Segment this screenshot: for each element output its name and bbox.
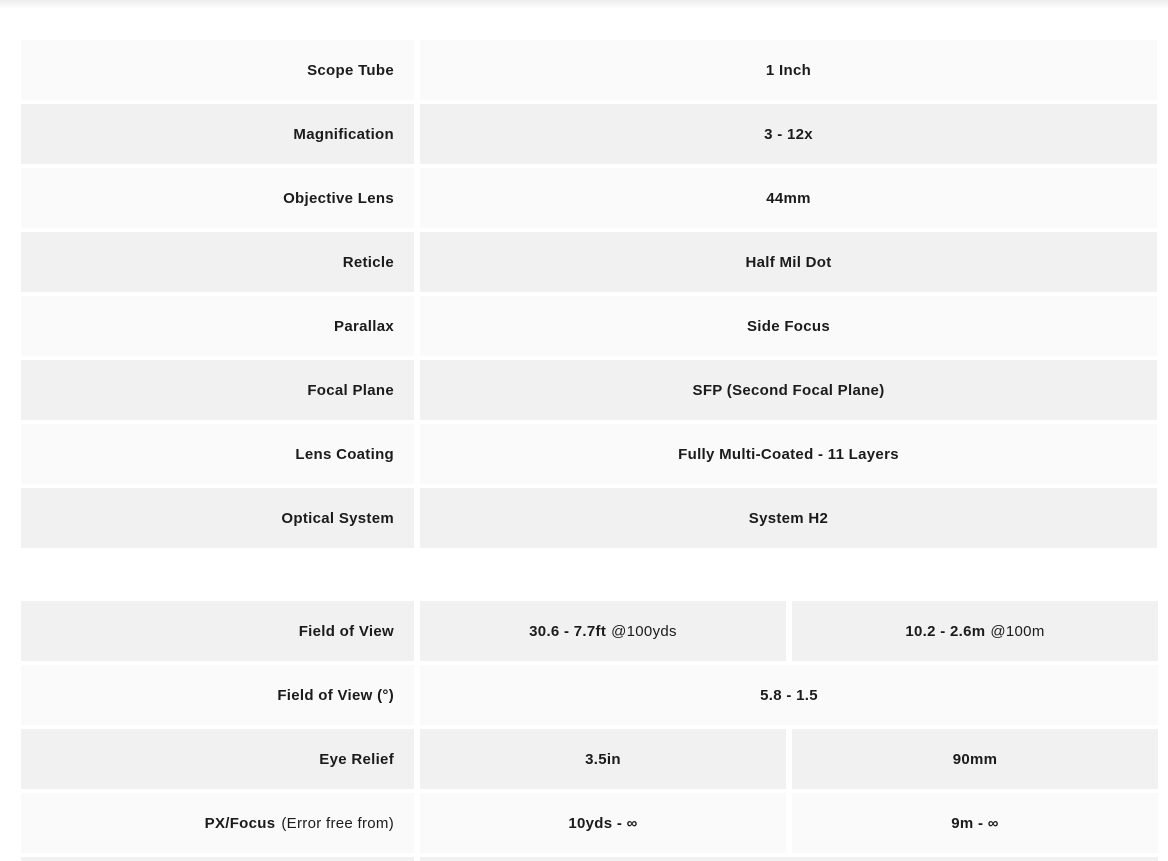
fov-value-imperial: 3.5in bbox=[420, 729, 786, 789]
spec-value: 44mm bbox=[420, 168, 1157, 228]
fov-partial-row-label-cell bbox=[21, 857, 414, 861]
spec-label: Scope Tube bbox=[21, 40, 414, 100]
fov-label-main: PX/Focus bbox=[204, 814, 276, 832]
fov-value-main: 10.2 - 2.6m bbox=[905, 622, 986, 640]
fov-value-combined: 5.8 - 1.5 bbox=[420, 665, 1158, 725]
fov-label bbox=[21, 793, 414, 853]
spec-label: Lens Coating bbox=[21, 424, 414, 484]
spec-label: Magnification bbox=[21, 104, 414, 164]
spec-label: Reticle bbox=[21, 232, 414, 292]
spec-label: Parallax bbox=[21, 296, 414, 356]
fov-value-metric bbox=[792, 601, 1158, 661]
fov-label: Eye Relief bbox=[21, 729, 414, 789]
spec-value: Side Focus bbox=[420, 296, 1157, 356]
spec-value: 3 - 12x bbox=[420, 104, 1157, 164]
fov-value-suffix: @100yds bbox=[611, 622, 677, 640]
spec-label: Objective Lens bbox=[21, 168, 414, 228]
fov-value-metric: 9m - ∞ bbox=[792, 793, 1158, 853]
fov-value-main: 30.6 - 7.7ft bbox=[529, 622, 607, 640]
fov-table bbox=[21, 601, 1158, 861]
fov-label: Field of View bbox=[21, 601, 414, 661]
fov-label-note: (Error free from) bbox=[281, 814, 394, 832]
specifications-table bbox=[21, 40, 1157, 548]
spec-value: SFP (Second Focal Plane) bbox=[420, 360, 1157, 420]
fov-value-imperial: 10yds - ∞ bbox=[420, 793, 786, 853]
spec-value: Fully Multi-Coated - 11 Layers bbox=[420, 424, 1157, 484]
spec-value: System H2 bbox=[420, 488, 1157, 548]
top-shadow-divider bbox=[0, 0, 1168, 9]
spec-label: Optical System bbox=[21, 488, 414, 548]
spec-value: Half Mil Dot bbox=[420, 232, 1157, 292]
fov-value-suffix: @100m bbox=[990, 622, 1045, 640]
spec-value: 1 Inch bbox=[420, 40, 1157, 100]
spec-label: Focal Plane bbox=[21, 360, 414, 420]
fov-partial-row-value-cell bbox=[420, 857, 1158, 861]
fov-label: Field of View (°) bbox=[21, 665, 414, 725]
fov-value-metric: 90mm bbox=[792, 729, 1158, 789]
fov-value-imperial bbox=[420, 601, 786, 661]
